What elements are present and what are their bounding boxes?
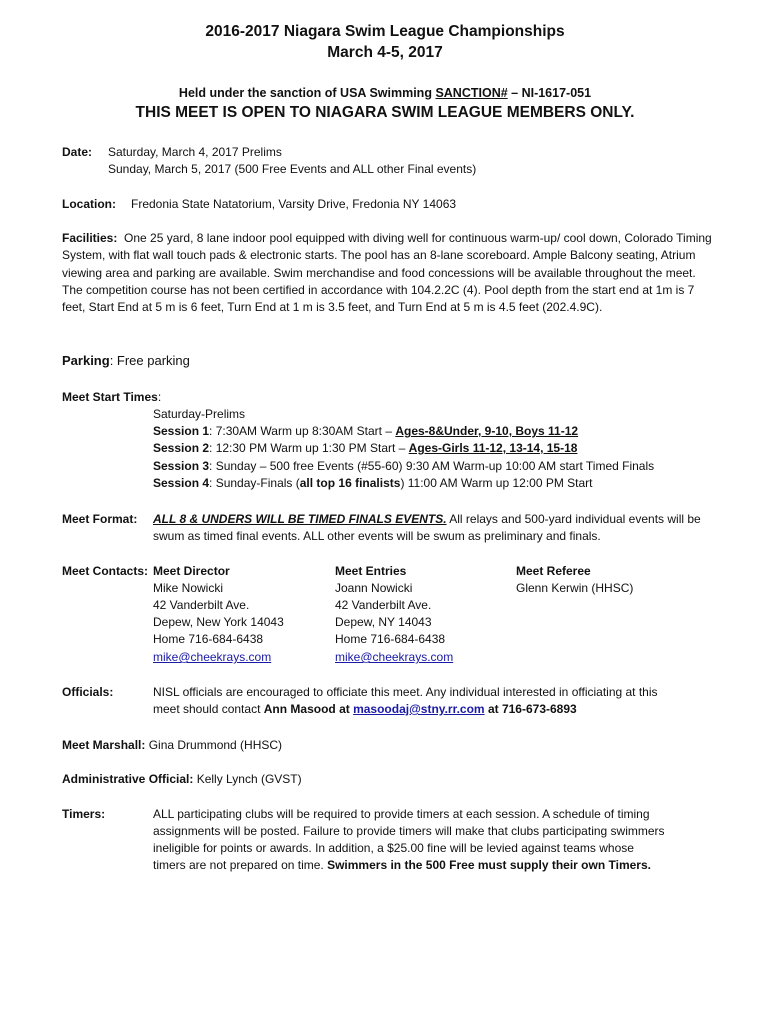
timers-line-2: assignments will be posted. Failure to provide timers will make that clubs participating swimmers — [153, 824, 665, 838]
marshall-line — [62, 737, 282, 754]
entries-city: Depew, NY 14043 — [335, 615, 432, 629]
facilities-paragraph — [62, 230, 712, 316]
session-3-label: Session 3 — [153, 459, 210, 473]
start-times-colon: : — [157, 390, 162, 404]
date-line-1: Saturday, March 4, 2017 Prelims — [108, 145, 282, 159]
officials-text: meet should contact — [153, 702, 264, 716]
officials-label: Officials: — [62, 685, 114, 699]
timers-line-1: ALL participating clubs will be required to provide timers at each session. A schedule of timing — [153, 807, 650, 821]
director-city: Depew, New York 14043 — [153, 615, 284, 629]
format-line-1 — [153, 511, 701, 528]
format-text-1: All relays and 500-yard individual events will be — [446, 512, 701, 526]
contacts-label: Meet Contacts: — [62, 564, 149, 578]
sanction-number: – NI-1617-051 — [507, 86, 592, 100]
entries-email-link[interactable]: mike@cheekrays.com — [335, 650, 454, 664]
session-4-finalists: all top 16 finalists — [299, 476, 401, 490]
format-label: Meet Format: — [62, 512, 138, 526]
saturday-prelims: Saturday-Prelims — [153, 407, 246, 421]
session-1-text: : 7:30AM Warm up 8:30AM Start – — [209, 424, 396, 438]
parking-line — [62, 352, 190, 369]
admin-label: Administrative Official: — [62, 772, 194, 786]
timers-label: Timers: — [62, 807, 106, 821]
title-line-2: March 4-5, 2017 — [327, 44, 443, 61]
start-times-heading — [62, 389, 161, 406]
session-1 — [153, 423, 578, 440]
date-line-2: Sunday, March 5, 2017 (500 Free Events and ALL other Final events) — [108, 162, 477, 176]
director-email-link[interactable]: mike@cheekrays.com — [153, 650, 272, 664]
director-street: 42 Vanderbilt Ave. — [153, 598, 250, 612]
director-phone: Home 716-684-6438 — [153, 632, 264, 646]
session-3 — [153, 458, 654, 475]
entries-heading: Meet Entries — [335, 564, 407, 578]
officials-line-2 — [153, 701, 577, 718]
admin-value: Kelly Lynch (GVST) — [193, 772, 302, 786]
session-2-label: Session 2 — [153, 441, 210, 455]
timers-line-4 — [153, 857, 651, 874]
parking-label: Parking — [62, 353, 110, 368]
officials-phone: at 716-673-6893 — [484, 702, 577, 716]
open-notice: THIS MEET IS OPEN TO NIAGARA SWIM LEAGUE MEMBERS ONLY. — [135, 104, 635, 121]
director-heading: Meet Director — [153, 564, 230, 578]
session-4-label: Session 4 — [153, 476, 210, 490]
location-value: Fredonia State Natatorium, Varsity Drive, Fredonia NY 14063 — [131, 197, 457, 211]
timers-text: timers are not prepared on time. — [153, 858, 328, 872]
session-4-text-b: ) 11:00 AM Warm up 12:00 PM Start — [400, 476, 593, 490]
session-3-text: : Sunday – 500 free Events (#55-60) 9:30 AM Warm-up 10:00 AM start Timed Finals — [209, 459, 655, 473]
entries-name: Joann Nowicki — [335, 581, 413, 595]
entries-phone: Home 716-684-6438 — [335, 632, 446, 646]
officials-contact: Ann Masood at — [263, 702, 354, 716]
referee-heading: Meet Referee — [516, 564, 591, 578]
session-2-groups: Ages-Girls 11-12, 13-14, 15-18 — [408, 441, 578, 455]
session-1-label: Session 1 — [153, 424, 210, 438]
timers-line-3: ineligible for points or awards. In addition, a $25.00 fine will be levied against teams whose — [153, 841, 634, 855]
admin-line — [62, 771, 302, 788]
parking-value: : Free parking — [109, 353, 190, 368]
session-2-text: : 12:30 PM Warm up 1:30 PM Start – — [209, 441, 409, 455]
officials-line-1: NISL officials are encouraged to officiate this meet. Any individual interested in officiating at this — [153, 685, 658, 699]
sanction-line — [0, 86, 770, 100]
facilities-label: Facilities: — [62, 231, 118, 245]
session-4 — [153, 475, 593, 492]
location-label: Location: — [62, 197, 116, 211]
timers-emphasis: Swimmers in the 500 Free must supply their own Timers. — [327, 858, 651, 872]
session-1-groups: Ages-8&Under, 9-10, Boys 11-12 — [395, 424, 579, 438]
sanction-prefix: Held under the sanction of USA Swimming — [178, 86, 436, 100]
facilities-text: One 25 yard, 8 lane indoor pool equipped with diving well for continuous warm-up/ cool down, Colorado Timing System, with flat wall touch pads & electronic starts. The pool has an 8-lane scoreboard. Ample Balcony seating, Atrium viewing area and parking are available. Swim merchandise and food concessions will be available throughout the meet. The competition course has not been certified in accordance with 104.2.2C (4). Pool depth from the start end at 1m is 7 feet, Start End at 5 m is 6 feet, Turn End at 1 m is 3.5 feet, and Turn End at 5 m is 4.5 feet (202.4.9C). — [62, 231, 712, 315]
date-label: Date: — [62, 145, 93, 159]
sanction-label: SANCTION# — [435, 86, 508, 100]
title-line-1: 2016-2017 Niagara Swim League Championships — [205, 23, 565, 40]
start-times-label: Meet Start Times — [62, 390, 158, 404]
format-line-2: swum as timed final events. ALL other events will be swum as preliminary and finals. — [153, 529, 601, 543]
marshall-label: Meet Marshall: — [62, 738, 146, 752]
entries-street: 42 Vanderbilt Ave. — [335, 598, 432, 612]
officials-email-link[interactable]: masoodaj@stny.rr.com — [353, 702, 485, 716]
format-emphasis: ALL 8 & UNDERS WILL BE TIMED FINALS EVENTS. — [153, 512, 447, 526]
referee-name: Glenn Kerwin (HHSC) — [516, 581, 634, 595]
session-4-text-a: : Sunday-Finals ( — [209, 476, 300, 490]
session-2 — [153, 440, 577, 457]
page-title — [0, 21, 770, 63]
marshall-value: Gina Drummond (HHSC) — [145, 738, 283, 752]
director-name: Mike Nowicki — [153, 581, 224, 595]
